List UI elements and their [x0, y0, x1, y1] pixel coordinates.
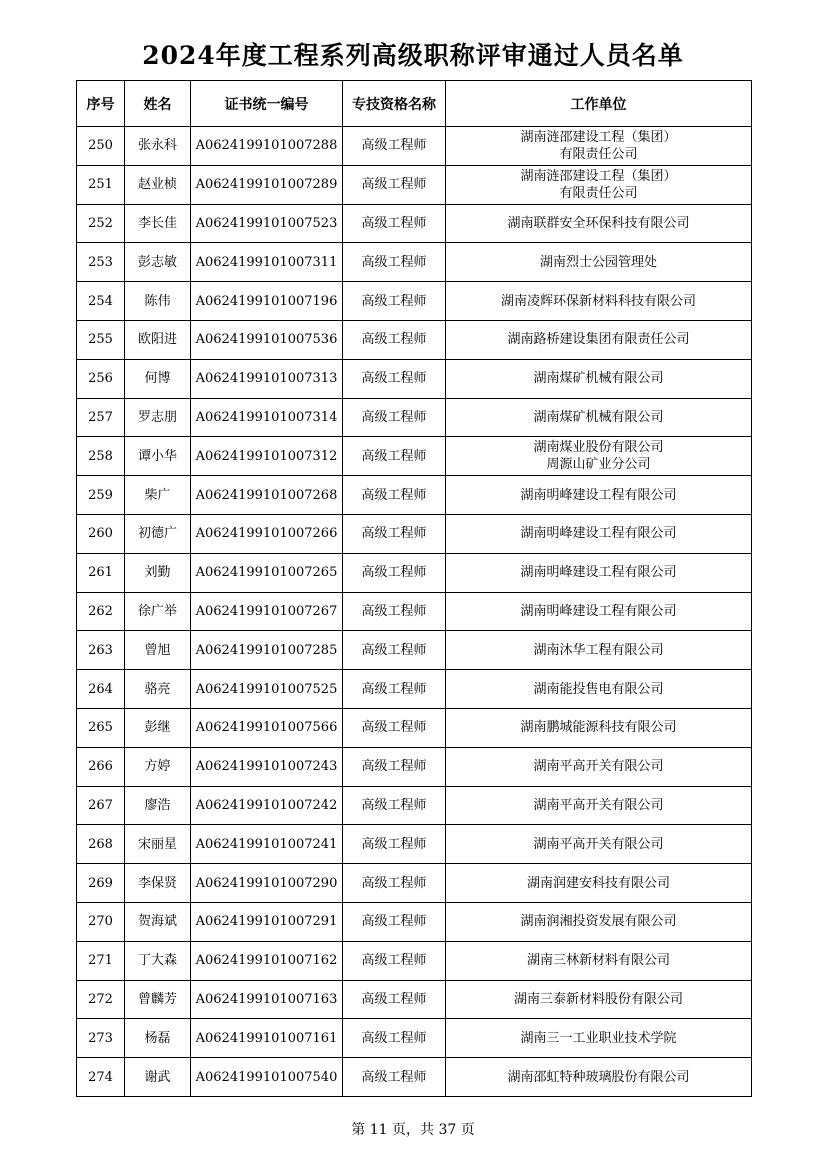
row-qualification: 高级工程师: [343, 398, 446, 437]
row-certificate-number: A0624199101007242: [191, 786, 343, 825]
table-row: [77, 127, 752, 166]
row-employer: [446, 320, 752, 359]
row-employer-line: 湖南平高开关有限公司: [533, 797, 664, 813]
table-row: [77, 980, 752, 1019]
row-index: 274: [77, 1058, 125, 1097]
row-employer: [446, 592, 752, 631]
row-index: 270: [77, 902, 125, 941]
table-row: [77, 747, 752, 786]
row-index: 257: [77, 398, 125, 437]
row-name: 罗志朋: [125, 398, 191, 437]
row-qualification: 高级工程师: [343, 514, 446, 553]
row-employer: [446, 1019, 752, 1058]
row-certificate-number: A0624199101007289: [191, 165, 343, 204]
row-name: 初德广: [125, 514, 191, 553]
row-index: 259: [77, 476, 125, 515]
row-qualification: 高级工程师: [343, 941, 446, 980]
row-employer-line: 湖南平高开关有限公司: [533, 836, 664, 852]
row-certificate-number: A0624199101007566: [191, 708, 343, 747]
row-employer: [446, 980, 752, 1019]
row-qualification: 高级工程师: [343, 864, 446, 903]
row-certificate-number: A0624199101007268: [191, 476, 343, 515]
header-certificate: 证书统一编号: [191, 81, 343, 127]
row-employer-line: 湖南三泰新材料股份有限公司: [513, 991, 683, 1007]
row-employer: [446, 514, 752, 553]
table-row: [77, 398, 752, 437]
row-index: 252: [77, 204, 125, 243]
row-employer: [446, 1058, 752, 1097]
row-qualification: 高级工程师: [343, 902, 446, 941]
row-employer-line: 湖南三一工业职业技术学院: [520, 1030, 677, 1046]
row-name: 欧阳进: [125, 320, 191, 359]
row-name: 赵业桢: [125, 165, 191, 204]
roster-table: [76, 80, 752, 1097]
row-index: 269: [77, 864, 125, 903]
row-name: 张永科: [125, 127, 191, 166]
row-name: 谢武: [125, 1058, 191, 1097]
row-employer-line: 湖南明峰建设工程有限公司: [520, 603, 677, 619]
row-qualification: 高级工程师: [343, 204, 446, 243]
table-row: [77, 476, 752, 515]
row-certificate-number: A0624199101007266: [191, 514, 343, 553]
row-index: 265: [77, 708, 125, 747]
row-employer-line: 湖南沐华工程有限公司: [533, 642, 664, 658]
row-qualification: 高级工程师: [343, 1019, 446, 1058]
row-employer-line: 湖南涟邵建设工程（集团）: [520, 129, 677, 145]
table-header-row: [77, 81, 752, 127]
row-name: 李保贤: [125, 864, 191, 903]
row-employer-line: 湖南路桥建设集团有限责任公司: [507, 332, 690, 348]
row-index: 266: [77, 747, 125, 786]
row-name: 谭小华: [125, 437, 191, 476]
row-name: 贺海斌: [125, 902, 191, 941]
row-index: 260: [77, 514, 125, 553]
row-name: 李长佳: [125, 204, 191, 243]
table-row: [77, 243, 752, 282]
row-qualification: 高级工程师: [343, 127, 446, 166]
row-employer-line: 湖南鹏城能源科技有限公司: [520, 720, 677, 736]
table-row: [77, 864, 752, 903]
row-qualification: 高级工程师: [343, 825, 446, 864]
row-index: 268: [77, 825, 125, 864]
row-employer-line: 湖南联群安全环保科技有限公司: [507, 215, 690, 231]
row-employer: [446, 670, 752, 709]
row-index: 263: [77, 631, 125, 670]
row-name: 彭继: [125, 708, 191, 747]
row-certificate-number: A0624199101007265: [191, 553, 343, 592]
row-certificate-number: A0624199101007288: [191, 127, 343, 166]
row-certificate-number: A0624199101007163: [191, 980, 343, 1019]
row-employer-line: 周源山矿业分公司: [546, 457, 651, 473]
row-employer-line: 湖南三林新材料有限公司: [526, 953, 670, 969]
row-employer: [446, 476, 752, 515]
table-row: [77, 941, 752, 980]
row-index: 250: [77, 127, 125, 166]
row-certificate-number: A0624199101007523: [191, 204, 343, 243]
row-employer-line: 湖南润建安科技有限公司: [526, 875, 670, 891]
row-employer-line: 湖南涟邵建设工程（集团）: [520, 168, 677, 184]
row-qualification: 高级工程师: [343, 437, 446, 476]
row-certificate-number: A0624199101007311: [191, 243, 343, 282]
row-employer: [446, 902, 752, 941]
row-employer: [446, 825, 752, 864]
row-certificate-number: A0624199101007285: [191, 631, 343, 670]
row-certificate-number: A0624199101007525: [191, 670, 343, 709]
row-employer-line: 湖南煤业股份有限公司: [533, 440, 664, 456]
row-qualification: 高级工程师: [343, 747, 446, 786]
table-row: [77, 437, 752, 476]
row-index: 256: [77, 359, 125, 398]
document-title: 2024年度工程系列高级职称评审通过人员名单: [142, 41, 684, 70]
row-employer-line: 湖南凌辉环保新材料科技有限公司: [500, 293, 696, 309]
row-qualification: 高级工程师: [343, 320, 446, 359]
row-certificate-number: A0624199101007241: [191, 825, 343, 864]
row-name: 方婷: [125, 747, 191, 786]
table-row: [77, 282, 752, 321]
table-row: [77, 1019, 752, 1058]
table-row: [77, 670, 752, 709]
row-name: 宋丽星: [125, 825, 191, 864]
row-employer: [446, 631, 752, 670]
row-qualification: 高级工程师: [343, 631, 446, 670]
page-number: 第 11 页，共 37 页: [351, 1122, 475, 1138]
row-certificate-number: A0624199101007314: [191, 398, 343, 437]
row-name: 柴广: [125, 476, 191, 515]
row-qualification: 高级工程师: [343, 476, 446, 515]
table-row: [77, 514, 752, 553]
row-employer: [446, 708, 752, 747]
row-index: 262: [77, 592, 125, 631]
row-certificate-number: A0624199101007536: [191, 320, 343, 359]
row-certificate-number: A0624199101007243: [191, 747, 343, 786]
row-qualification: 高级工程师: [343, 592, 446, 631]
row-index: 251: [77, 165, 125, 204]
row-index: 267: [77, 786, 125, 825]
row-employer-line: 湖南邵虹特种玻璃股份有限公司: [507, 1069, 690, 1085]
table-row: [77, 1058, 752, 1097]
header-qualification: 专技资格名称: [343, 81, 446, 127]
row-certificate-number: A0624199101007290: [191, 864, 343, 903]
row-employer-line: 有限责任公司: [559, 185, 638, 201]
table-row: [77, 708, 752, 747]
header-employer: 工作单位: [446, 81, 752, 127]
row-employer: [446, 282, 752, 321]
row-certificate-number: A0624199101007540: [191, 1058, 343, 1097]
row-employer-line: 有限责任公司: [559, 146, 638, 162]
row-certificate-number: A0624199101007267: [191, 592, 343, 631]
row-index: 264: [77, 670, 125, 709]
row-qualification: 高级工程师: [343, 1058, 446, 1097]
row-name: 陈伟: [125, 282, 191, 321]
row-employer: [446, 127, 752, 166]
header-name: 姓名: [125, 81, 191, 127]
row-name: 丁大森: [125, 941, 191, 980]
table-body: [77, 127, 752, 1097]
table-row: [77, 786, 752, 825]
row-employer: [446, 941, 752, 980]
table-row: [77, 902, 752, 941]
row-certificate-number: A0624199101007291: [191, 902, 343, 941]
row-employer: [446, 359, 752, 398]
row-qualification: 高级工程师: [343, 786, 446, 825]
row-certificate-number: A0624199101007313: [191, 359, 343, 398]
row-index: 253: [77, 243, 125, 282]
row-employer-line: 湖南明峰建设工程有限公司: [520, 487, 677, 503]
table-row: [77, 553, 752, 592]
row-employer: [446, 786, 752, 825]
row-employer-line: 湖南润湘投资发展有限公司: [520, 914, 677, 930]
row-name: 曾旭: [125, 631, 191, 670]
row-qualification: 高级工程师: [343, 980, 446, 1019]
row-employer: [446, 243, 752, 282]
table-row: [77, 825, 752, 864]
row-qualification: 高级工程师: [343, 282, 446, 321]
row-name: 曾麟芳: [125, 980, 191, 1019]
row-employer-line: 湖南煤矿机械有限公司: [533, 409, 664, 425]
row-name: 徐广举: [125, 592, 191, 631]
table-row: [77, 631, 752, 670]
table-row: [77, 359, 752, 398]
row-qualification: 高级工程师: [343, 243, 446, 282]
row-employer-line: 湖南明峰建设工程有限公司: [520, 526, 677, 542]
row-employer: [446, 553, 752, 592]
row-qualification: 高级工程师: [343, 708, 446, 747]
row-employer: [446, 165, 752, 204]
row-index: 271: [77, 941, 125, 980]
row-index: 255: [77, 320, 125, 359]
row-qualification: 高级工程师: [343, 553, 446, 592]
row-employer-line: 湖南明峰建设工程有限公司: [520, 565, 677, 581]
row-employer-line: 湖南能投售电有限公司: [533, 681, 664, 697]
row-employer: [446, 398, 752, 437]
header-index: 序号: [77, 81, 125, 127]
row-qualification: 高级工程师: [343, 359, 446, 398]
row-index: 273: [77, 1019, 125, 1058]
row-employer: [446, 204, 752, 243]
row-index: 254: [77, 282, 125, 321]
row-name: 廖浩: [125, 786, 191, 825]
table-row: [77, 592, 752, 631]
row-index: 272: [77, 980, 125, 1019]
row-employer: [446, 437, 752, 476]
row-qualification: 高级工程师: [343, 670, 446, 709]
table-row: [77, 320, 752, 359]
row-name: 杨磊: [125, 1019, 191, 1058]
row-name: 骆亮: [125, 670, 191, 709]
row-name: 刘勤: [125, 553, 191, 592]
table-row: [77, 204, 752, 243]
row-employer-line: 湖南烈士公园管理处: [539, 254, 657, 270]
row-name: 何博: [125, 359, 191, 398]
row-name: 彭志敏: [125, 243, 191, 282]
row-certificate-number: A0624199101007162: [191, 941, 343, 980]
row-certificate-number: A0624199101007312: [191, 437, 343, 476]
row-employer: [446, 864, 752, 903]
row-qualification: 高级工程师: [343, 165, 446, 204]
row-employer-line: 湖南煤矿机械有限公司: [533, 371, 664, 387]
row-index: 258: [77, 437, 125, 476]
table-row: [77, 165, 752, 204]
row-certificate-number: A0624199101007161: [191, 1019, 343, 1058]
row-employer-line: 湖南平高开关有限公司: [533, 759, 664, 775]
row-employer: [446, 747, 752, 786]
row-certificate-number: A0624199101007196: [191, 282, 343, 321]
row-index: 261: [77, 553, 125, 592]
